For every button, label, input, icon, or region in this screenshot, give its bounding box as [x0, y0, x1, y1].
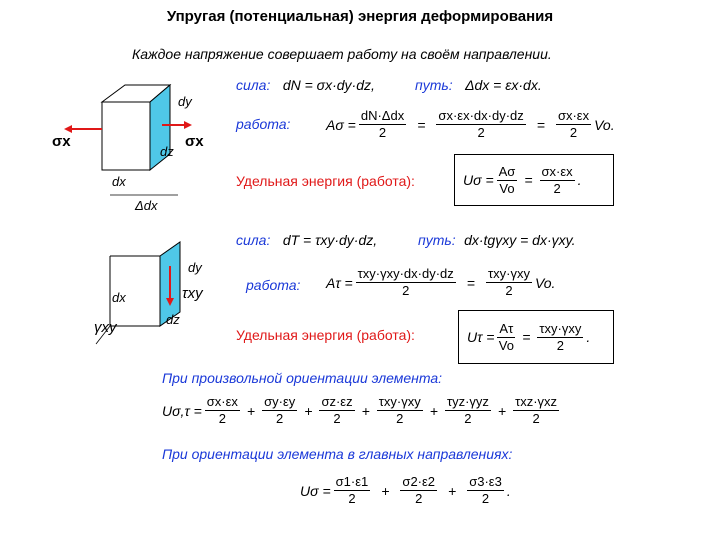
dz-label: dz: [160, 144, 174, 159]
path-formula-2: dx·tgγxy = dx·γxy.: [464, 232, 576, 248]
term-fraction: τxy·γxy 2: [378, 394, 421, 426]
term-fraction: $\frac{\sigma 3\cdot\varepsilon 3}{2}$: [469, 474, 502, 506]
energy-formula-box-2: [458, 310, 614, 364]
work-fraction-2-1: τxy·γxy·dx·dy·dz 2: [357, 266, 454, 298]
path-label-2: путь:: [418, 232, 456, 248]
plus-sign: +: [361, 402, 370, 419]
term-fraction: $\frac{\sigma x\cdot\varepsilon x}{2}$: [206, 394, 238, 426]
principal-lhs: Uσ =: [300, 482, 331, 499]
term-fraction: τxz·γxz 2: [515, 394, 558, 426]
force-formula-1: dN = σx·dy·dz,: [282, 77, 375, 93]
force-formula-2: dT = τxy·dy·dz,: [282, 232, 378, 248]
equals-sign: =: [536, 116, 545, 133]
energy-label-2: Удельная энергия (работа):: [236, 327, 415, 343]
term-fraction: $\frac{\sigma y\cdot\varepsilon y}{2}$: [264, 394, 296, 426]
energy-lhs-2: Uτ =: [467, 329, 495, 345]
equals-sign: =: [522, 329, 531, 345]
period: .: [506, 482, 511, 499]
sigma-left-arrowhead: [64, 125, 72, 133]
principal-energy-formula: [300, 474, 511, 507]
plus-sign: +: [381, 482, 390, 499]
term-fraction: $\frac{\sigma z\cdot\varepsilon z}{2}$: [321, 394, 353, 426]
sigma-right-label: σx: [185, 133, 204, 150]
normal-stress-cube-figure: [50, 70, 230, 210]
dy-label: dy: [188, 260, 202, 275]
energy-lhs-1: Uσ =: [463, 172, 494, 188]
force-label-1: сила:: [236, 77, 271, 93]
arbitrary-orientation-label: При произвольной ориентации элемента:: [162, 370, 443, 386]
energy-fraction-2-2: τxy·γxy 2: [539, 320, 582, 353]
arbitrary-energy-formula: [162, 394, 562, 427]
work-fraction-3: $\frac{\sigma x\cdot\varepsilon x}{2}$: [557, 108, 590, 140]
equals-sign: =: [524, 172, 533, 188]
work-fraction-2: $\frac{\sigma x\cdot\varepsilon x\cdot dx\cdot dy\cdot dz}{2}$: [438, 108, 524, 140]
force-label-2: сила:: [236, 232, 271, 248]
tau-label: τxy: [182, 285, 203, 302]
work-label-1: работа:: [236, 116, 291, 132]
principal-orientation-label: При ориентации элемента в главных направлениях:: [162, 446, 513, 462]
plus-sign: +: [429, 402, 438, 419]
dx-label: dx: [112, 174, 126, 189]
term-fraction: $\frac{\sigma 2\cdot\varepsilon 2}{2}$: [402, 474, 436, 506]
work-fraction-2-2: τxy·γxy 2: [487, 266, 530, 298]
energy-fraction-1: $\frac{A\sigma}{Vo}$: [498, 163, 516, 196]
delta-dx-label: Δdx: [135, 198, 158, 210]
work-lhs-1: Aσ =: [326, 116, 356, 133]
dz-label: dz: [166, 312, 180, 327]
cube-front-face: [102, 102, 150, 170]
plus-sign: +: [304, 402, 313, 419]
term-fraction: τyz·γyz 2: [446, 394, 489, 426]
equals-sign: =: [417, 116, 426, 133]
work-tail-1: Vo.: [594, 116, 615, 133]
work-lhs-2: Aτ =: [326, 274, 353, 291]
energy-tail-1: .: [577, 172, 582, 188]
work-fraction-1: dN·Δdx 2: [360, 108, 405, 140]
plus-sign: +: [246, 402, 256, 419]
subtitle: Каждое напряжение совершает работу на своём направлении.: [132, 46, 552, 62]
sigma-left-label: σx: [52, 133, 71, 150]
sigma-right-arrowhead: [184, 121, 192, 129]
energy-label-1: Удельная энергия (работа):: [236, 173, 415, 189]
work-tail-2: Vo.: [534, 274, 556, 291]
work-label-2: работа:: [246, 277, 301, 293]
plus-sign: +: [448, 482, 457, 499]
page-title: Упругая (потенциальная) энергия деформирования: [166, 8, 554, 25]
path-label-1: путь:: [415, 77, 453, 93]
gamma-label: γxy: [94, 319, 117, 336]
dx-label: dx: [112, 290, 126, 305]
arbitrary-lhs: Uσ,τ =: [162, 402, 202, 419]
energy-fraction-2-1: $\frac{A\tau}{Vo}$: [498, 320, 514, 353]
equals-sign: =: [466, 274, 475, 291]
path-formula-1: Δdx = εx·dx.: [465, 77, 542, 93]
plus-sign: +: [497, 402, 507, 419]
energy-tail-2: .: [586, 329, 591, 345]
energy-fraction-2: $\frac{\sigma x\cdot\varepsilon x}{2}$: [541, 163, 573, 196]
energy-formula-box-1: [454, 154, 614, 206]
dy-label: dy: [178, 94, 192, 109]
term-fraction: $\frac{\sigma 1\cdot\varepsilon 1}{2}$: [335, 474, 369, 506]
